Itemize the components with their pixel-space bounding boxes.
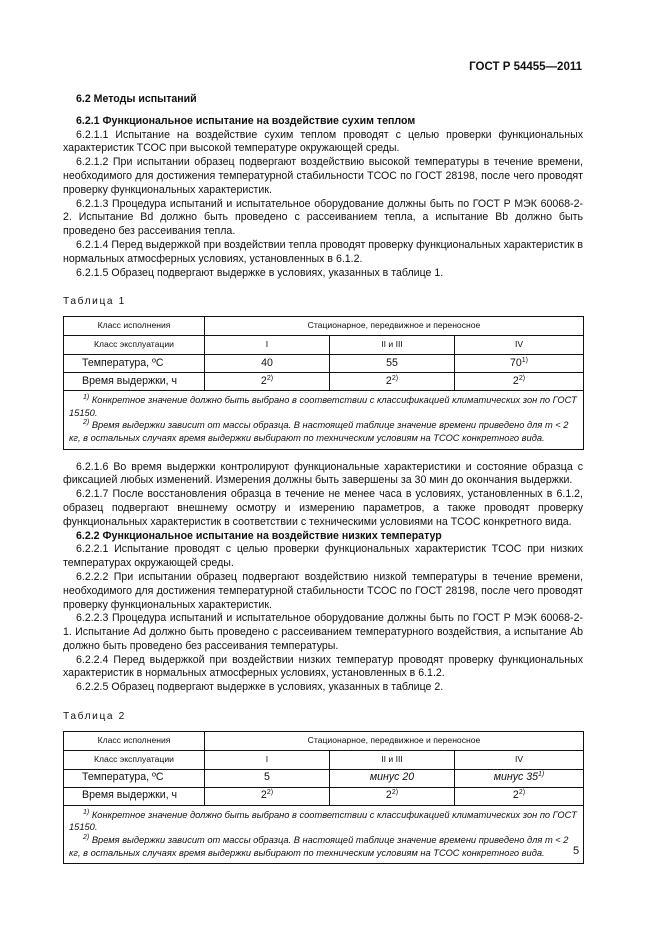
table-cell: Время выдержки, ч	[64, 373, 205, 391]
page-content	[63, 93, 583, 864]
table-caption: Таблица 1	[63, 296, 126, 308]
table-header-cell: Стационарное, передвижное и переносное	[205, 317, 584, 336]
table-header-cell: IV	[455, 336, 584, 355]
table-cell: 40	[205, 355, 330, 373]
note-text: Конкретное значение должно быть выбрано в соответствии с классификацией климатических зон по ГОСТ 15150.	[69, 809, 577, 833]
paragraph: 6.2.1.7 После восстановления образца в течение не менее часа в условиях, установленных в 6.1.2, образец подвергают внешнему осмотру и измерению параметров, а также проводят проверку функциональных характеристик в соответствии с техническими условиями на ТСОС конкретного вида.	[63, 488, 583, 528]
cell-value: 2	[260, 789, 267, 802]
subsection-title: 6.2.2 Функциональное испытание на воздействие низких температур	[76, 529, 442, 542]
table-row	[64, 317, 584, 336]
table-header-cell: II и III	[330, 336, 455, 355]
table-caption: Таблица 2	[63, 711, 126, 723]
footnote-ref: 1)	[538, 771, 545, 779]
footnote-ref: 2)	[266, 374, 274, 382]
footnote-mark: 2)	[83, 419, 90, 427]
table-row	[64, 391, 584, 449]
cell-value: 70	[509, 356, 522, 369]
table-cell: 5	[205, 769, 330, 787]
table-note	[69, 394, 578, 419]
table-header-cell: Класс исполнения	[64, 317, 205, 336]
paragraph: 6.2.1.2 При испытании образец подвергают воздействию высокой температуры в течение времени, необходимого для достижения температурной стабильности ТСОС по ГОСТ 28198, после чего проводят проверку функциональных характеристик.	[63, 156, 583, 196]
table-row	[64, 769, 584, 787]
footnote-ref: 2)	[518, 374, 526, 382]
subsection-title: 6.2.1 Функциональное испытание на воздействие сухим теплом	[76, 114, 416, 127]
paragraph: 6.2.1.6 Во время выдержки контролируют функциональные характеристики и состояние образца с фиксацией любых изменений. Измерения должны быть завершены за 30 мин до окончания выдержки.	[63, 460, 583, 487]
footnote-ref: 2)	[518, 789, 526, 797]
table-cell	[205, 373, 330, 391]
table-notes	[64, 391, 584, 449]
cell-value: 2	[385, 374, 392, 387]
table-header-cell: Класс эксплуатации	[64, 336, 205, 355]
cell-value: 2	[260, 374, 267, 387]
paragraph: 6.2.2.5 Образец подвергают выдержке в условиях, указанных в таблице 2.	[76, 681, 444, 694]
paragraph: 6.2.1.3 Процедура испытаний и испытательное оборудование должны быть по ГОСТ Р МЭК 60068-2-2. Испытание Bd должно быть проведено с рассеиванием тепла, а испытание Bb должно быть проведено без рассеивания тепла.	[63, 197, 583, 238]
footnote-ref: 1)	[521, 356, 529, 364]
table-cell: 55	[330, 355, 455, 373]
note-text: Время выдержки зависит от массы образца. В настоящей таблице значение времени приведено для m < 2 кг, в остальных случаях время выдержки выбирают по техническим условиям на ТСОС конкретного вида.	[69, 835, 569, 858]
table-row	[64, 373, 584, 391]
table-note	[69, 809, 578, 834]
table-cell	[455, 373, 584, 391]
table-cell: минус 20	[330, 769, 455, 787]
table-cell	[455, 355, 584, 373]
table-header-cell: Класс эксплуатации	[64, 750, 205, 769]
section-title: 6.2 Методы испытаний	[76, 93, 197, 105]
paragraph: 6.2.2.4 Перед выдержкой при воздействии низких температур проводят проверку функциональных характеристик в нормальных атмосферных условиях, установленных в 6.1.2.	[63, 653, 583, 680]
document-header: ГОСТ Р 54455—2011	[469, 61, 582, 73]
paragraph: 6.2.1.4 Перед выдержкой при воздействии тепла проводят проверку функциональных характеристик в нормальных атмосферных условиях, установленных в 6.1.2.	[63, 238, 583, 265]
table-cell: Температура, ºС	[64, 355, 205, 373]
note-text: Время выдержки зависит от массы образца. В настоящей таблице значение времени приведено для m < 2 кг, в остальных случаях время выдержки выбирают по техническим условиям на ТСОС конкретного вида.	[69, 420, 569, 443]
table-notes	[64, 805, 584, 863]
table-cell: Время выдержки, ч	[64, 787, 205, 805]
table-header-cell: I	[205, 336, 330, 355]
cell-value: 2	[512, 789, 519, 802]
footnote-mark: 1)	[83, 394, 90, 402]
table-row	[64, 805, 584, 863]
table-cell	[455, 769, 584, 787]
paragraph: 6.2.2.1 Испытание проводят с целью проверки функциональных характеристик ТСОС при низких температурах окружающей среды.	[63, 543, 583, 570]
table-header-cell: II и III	[330, 750, 455, 769]
paragraph: 6.2.1.1 Испытание на воздействие сухим теплом проводят с целью проверки функциональных характеристик ТСОС при высокой температуре окружающей среды.	[63, 128, 583, 155]
table-header-cell: Стационарное, передвижное и переносное	[205, 731, 584, 750]
table-cell	[330, 787, 455, 805]
table-row	[64, 787, 584, 805]
table-row	[64, 731, 584, 750]
table-1	[63, 316, 584, 449]
table-header-cell: IV	[455, 750, 584, 769]
table-note	[69, 419, 578, 444]
footnote-ref: 2)	[391, 374, 399, 382]
note-text: Конкретное значение должно быть выбрано в соответствии с классификацией климатических зон по ГОСТ 15150.	[69, 395, 577, 418]
table-cell: Температура, ºС	[64, 769, 205, 787]
footnote-ref: 2)	[266, 789, 274, 797]
table-cell	[455, 787, 584, 805]
table-row	[64, 355, 584, 373]
table-cell	[330, 373, 455, 391]
paragraph: 6.2.1.5 Образец подвергают выдержке в условиях, указанных в таблице 1.	[76, 266, 444, 279]
table-header-cell: I	[205, 750, 330, 769]
table-cell	[205, 787, 330, 805]
footnote-mark: 1)	[83, 808, 90, 816]
cell-value: 2	[385, 789, 392, 802]
cell-value: 2	[512, 374, 519, 387]
page-number: 5	[573, 845, 580, 857]
cell-value: минус 35	[493, 771, 539, 784]
paragraph: 6.2.2.2 При испытании образец подвергают воздействию низкой температуры в течение времени, необходимого для достижения температурной стабильности ТСОС по ГОСТ 28198, после чего проводят проверку функциональных характеристик.	[63, 570, 583, 611]
footnote-mark: 2)	[83, 834, 90, 842]
footnote-ref: 2)	[391, 789, 399, 797]
table-row	[64, 750, 584, 769]
table-header-cell: Класс исполнения	[64, 731, 205, 750]
table-row	[64, 336, 584, 355]
paragraph: 6.2.2.3 Процедура испытаний и испытательное оборудование должны быть по ГОСТ Р МЭК 60068-2-1. Испытание Ad должно быть проведено с рассеиванием температурного воздействия, а испытание Ab должно быть проведено без рассеивания температуры.	[63, 612, 583, 652]
table-note	[69, 834, 578, 859]
table-2	[63, 731, 584, 864]
